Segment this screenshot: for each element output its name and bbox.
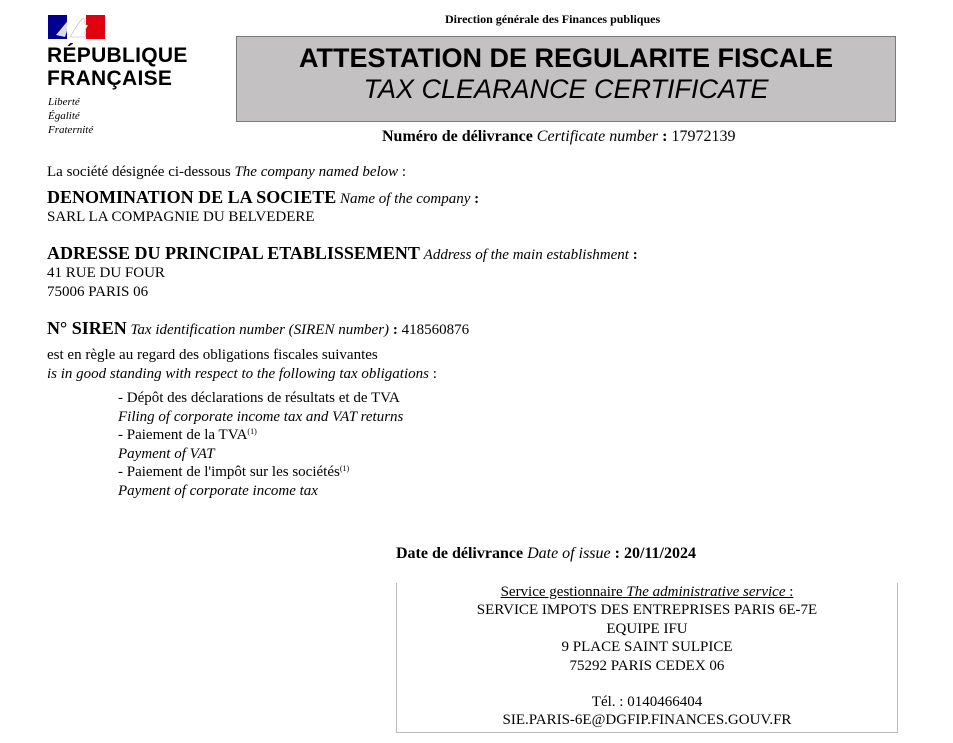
logo-line-2: FRANÇAISE [47, 67, 173, 90]
standing-en: is in good standing with respect to the following tax obligations [47, 366, 429, 382]
obligation-item [118, 426, 403, 445]
company-name: SARL LA COMPAGNIE DU BELVEDERE [47, 209, 315, 225]
certificate-sep: : [658, 128, 672, 145]
intro-en: The company named below [234, 164, 399, 180]
address-line-1: 41 RUE DU FOUR [47, 265, 165, 281]
address-sep: : [628, 247, 638, 263]
issue-label-en: Date of issue [527, 545, 611, 562]
company-label-fr: DENOMINATION DE LA SOCIETE [47, 187, 337, 207]
issue-date-line [396, 545, 696, 563]
service-name: SERVICE IMPOTS DES ENTREPRISES PARIS 6E-7E [476, 602, 818, 619]
obligation-fr: - Paiement de l'impôt sur les sociétés [118, 464, 340, 481]
service-city: 75292 PARIS CEDEX 06 [569, 657, 725, 674]
obligation-en: Filing of corporate income tax and VAT returns [118, 408, 404, 425]
service-team: EQUIPE IFU [606, 620, 688, 637]
company-label [47, 188, 479, 209]
standing-sep: : [428, 366, 437, 382]
issue-date-value: 20/11/2024 [623, 545, 696, 562]
service-box [396, 583, 898, 733]
issue-label-fr: Date de délivrance [396, 545, 524, 562]
address-line-2: 75006 PARIS 06 [47, 284, 149, 300]
siren-line [47, 319, 469, 340]
service-sep: : [785, 584, 794, 600]
obligation-fr: - Paiement de la TVA [118, 427, 248, 444]
marianne-flag-logo [48, 15, 105, 39]
motto-egalite: Égalité [48, 110, 80, 122]
logo-line-1: RÉPUBLIQUE [47, 44, 188, 67]
certificate-number [382, 128, 735, 146]
intro-sep: : [398, 164, 407, 180]
obligation-en: Payment of VAT [118, 445, 215, 462]
title-en: TAX CLEARANCE CERTIFICATE [363, 74, 769, 104]
company-sep: : [470, 191, 480, 207]
title-box [236, 36, 896, 122]
motto-liberte: Liberté [48, 96, 80, 108]
intro-fr: La société désignée ci-dessous [47, 164, 231, 180]
motto-fraternite: Fraternité [48, 124, 94, 136]
service-phone: Tél. : 0140466404 [591, 694, 703, 711]
standing-en-line [47, 365, 437, 384]
siren-value: 418560876 [401, 322, 470, 338]
service-email[interactable]: SIE.PARIS-6E@DGFIP.FINANCES.GOUV.FR [502, 712, 792, 729]
obligation-item [118, 389, 403, 408]
footnote-marker: (1) [247, 427, 257, 437]
siren-label-en: Tax identification number (SIREN number) [130, 322, 390, 338]
service-street: 9 PLACE SAINT SULPICE [561, 639, 733, 656]
obligation-item [118, 463, 403, 482]
standing-fr: est en règle au regard des obligations fiscales suivantes [47, 347, 378, 363]
logo-republique [47, 44, 188, 90]
service-gap [397, 675, 897, 693]
certificate-label-fr: Numéro de délivrance [382, 128, 533, 145]
service-heading [397, 583, 897, 601]
obligations-list [118, 389, 403, 501]
certificate-label-en: Certificate number [536, 128, 659, 145]
address-label-en: Address of the main establishment [423, 247, 629, 263]
address-label [47, 244, 638, 265]
dgfip-heading: Direction générale des Finances publiques [445, 12, 661, 26]
service-label-en: The administrative service [626, 584, 786, 600]
obligation-fr: - Dépôt des déclarations de résultats et de TVA [118, 390, 400, 406]
logo-motto [48, 95, 93, 137]
siren-sep: : [389, 322, 402, 338]
obligation-en: Payment of corporate income tax [118, 482, 318, 499]
intro-line [47, 163, 406, 182]
issue-sep: : [610, 545, 624, 562]
address-label-fr: ADRESSE DU PRINCIPAL ETABLISSEMENT [47, 243, 420, 263]
footnote-marker: (1) [339, 464, 350, 474]
service-label-fr: Service gestionnaire [500, 584, 623, 600]
title-fr: ATTESTATION DE REGULARITE FISCALE [299, 43, 833, 73]
siren-label-fr: N° SIREN [47, 318, 127, 338]
company-label-en: Name of the company [339, 191, 471, 207]
certificate-value: 17972139 [671, 128, 736, 145]
